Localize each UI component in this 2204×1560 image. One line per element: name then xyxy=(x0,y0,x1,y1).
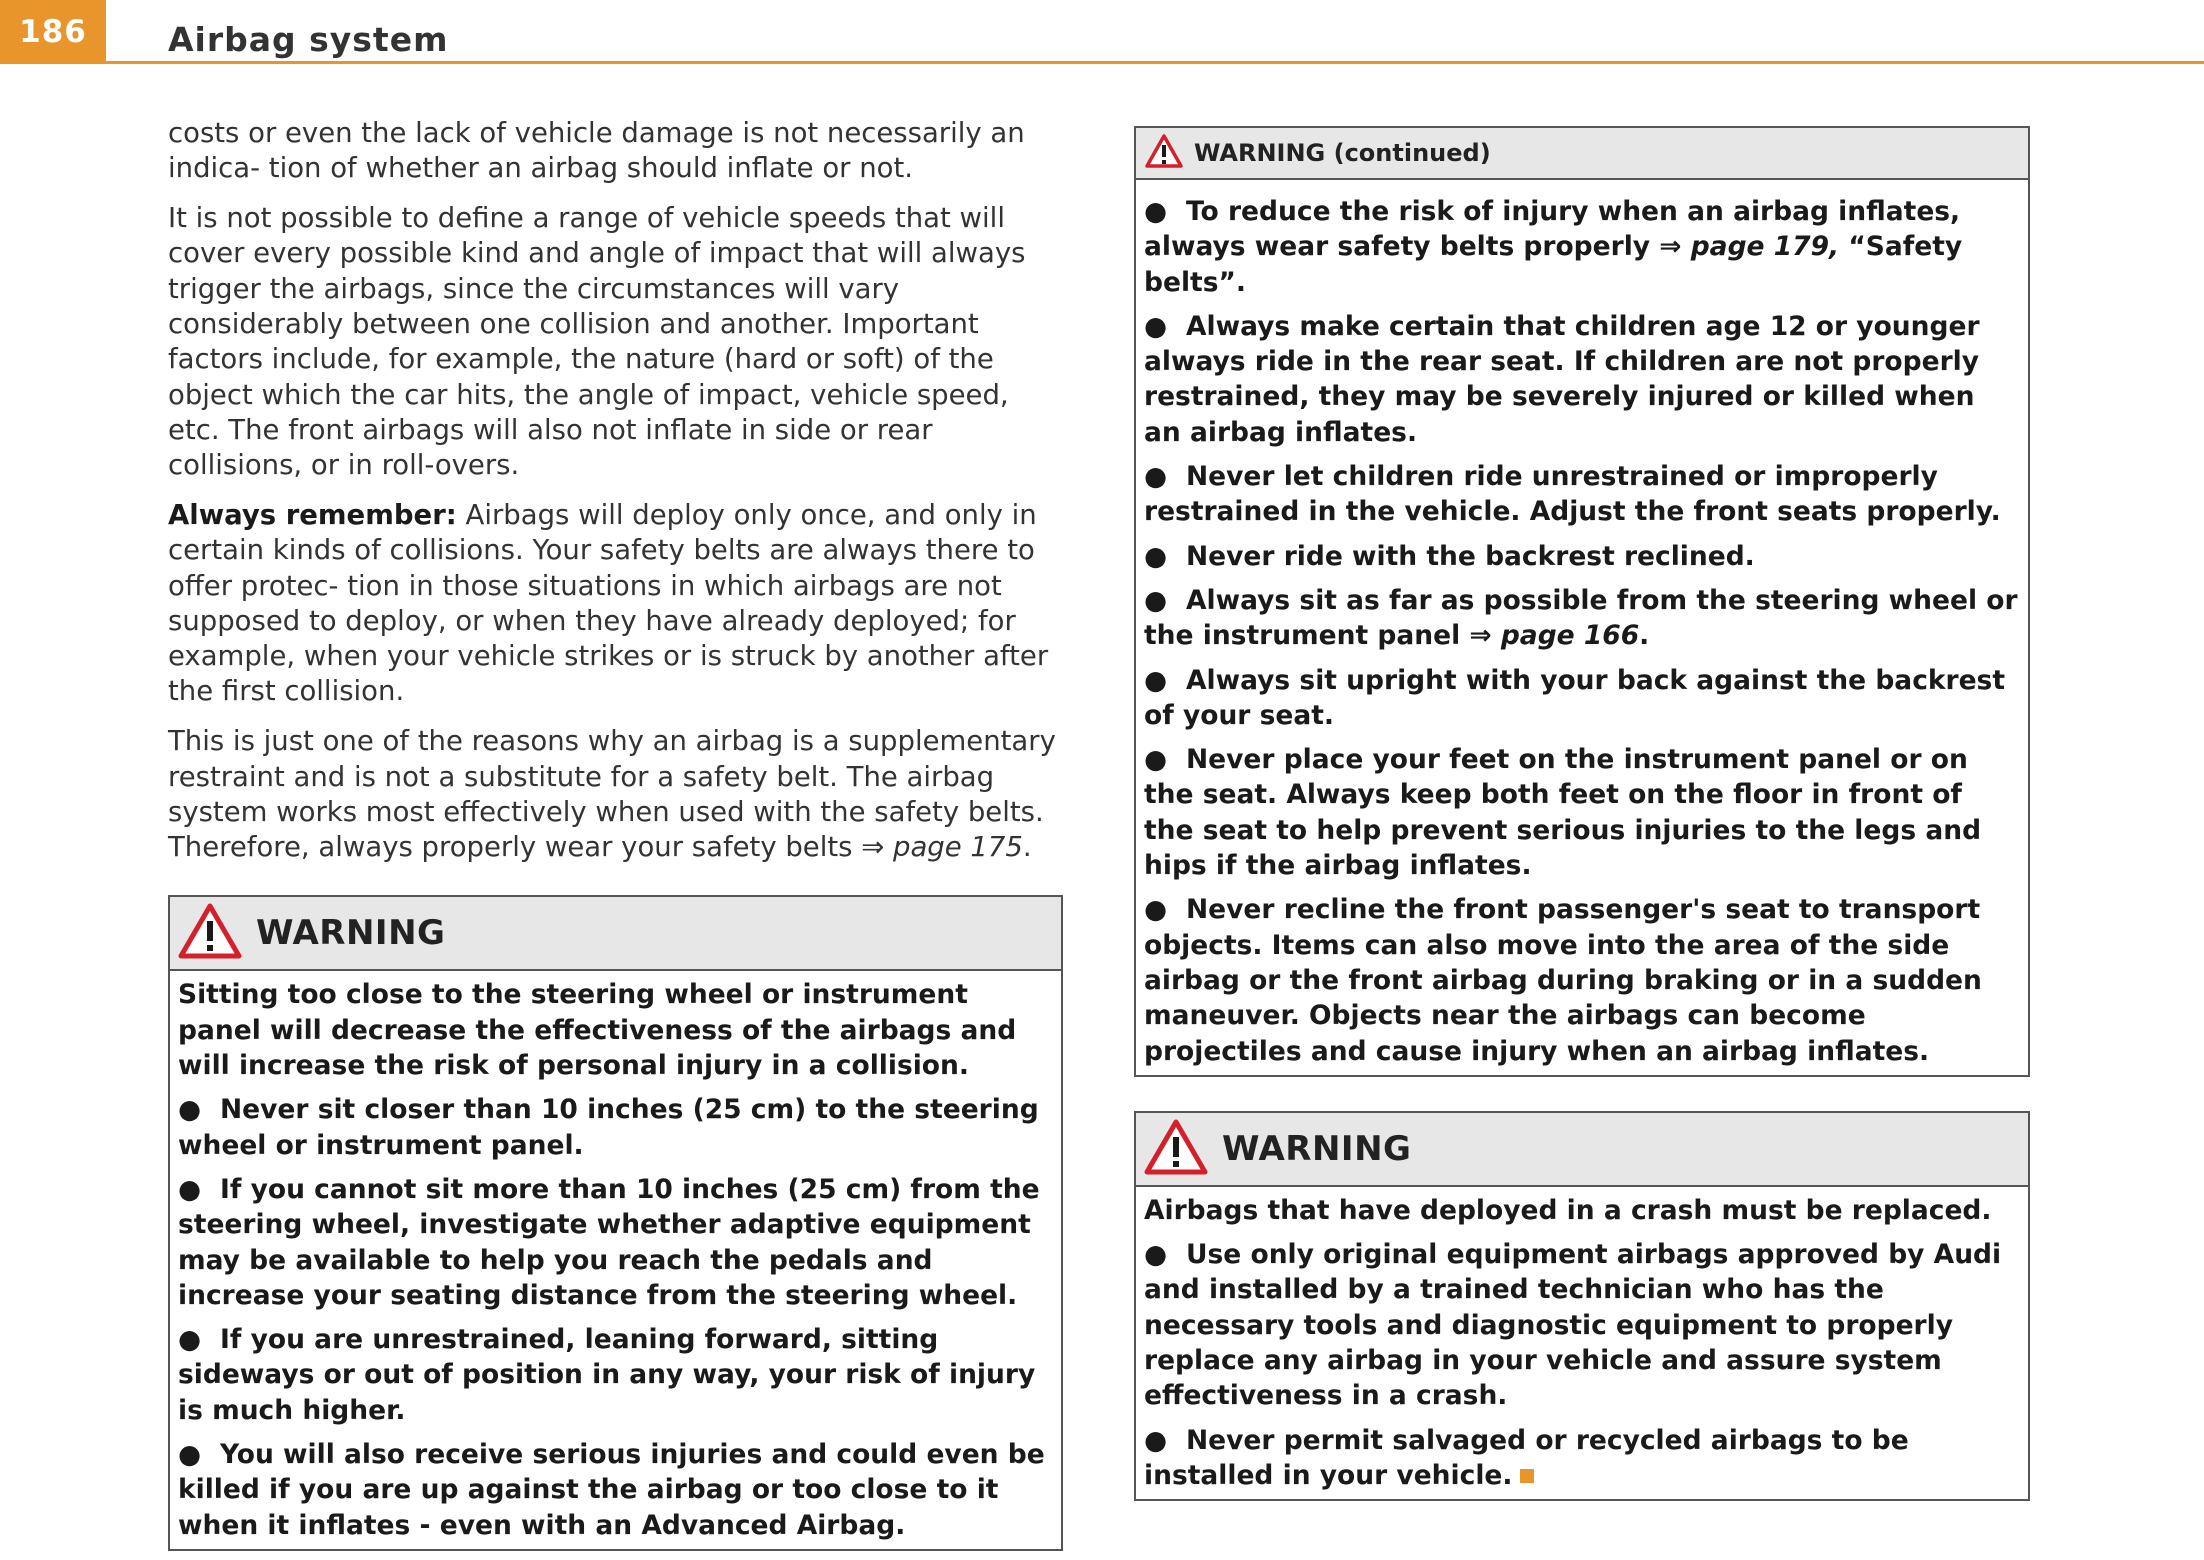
paragraph-1: costs or even the lack of vehicle damage is not necessarily an indica- tion of whether an airbag should inflate or not. xyxy=(168,117,1025,185)
always-remember-lead: Always remember: xyxy=(168,498,457,531)
page-175-link[interactable]: ⇒ page 175 xyxy=(861,831,1023,864)
header-divider xyxy=(106,61,2204,64)
warning-body xyxy=(170,971,1061,1548)
paragraph-4-end: . xyxy=(1022,831,1032,864)
warning-box-replace xyxy=(1134,1111,2030,1501)
bullet-icon: ● xyxy=(1144,744,1168,776)
paragraph-3 xyxy=(168,498,1063,710)
page-header xyxy=(0,0,2204,66)
warning-box-seating xyxy=(168,895,1063,1550)
bullet-icon: ● xyxy=(178,1324,202,1356)
paragraph-2: It is not possible to define a range of vehicle speeds that will cover every possible kind and angle of impact that will always trigger the airbags, since the circumstances will vary considerably between one collision and another. Important factors include, for example, the nature (hard or soft) of the object which the car hits, the angle of impact, vehicle speed, etc. The front airbags will also not inflate in side or rear collisions, or in roll-overs. xyxy=(168,202,1026,482)
bullet-icon: ● xyxy=(1144,196,1168,227)
section-title: Airbag system xyxy=(168,20,449,59)
warning-continued-body xyxy=(1136,180,2028,1075)
paragraph-3-text: Airbags will deploy only once, and only in certain kinds of collisions. Your safety belts are always there to offer protec- tion in those situations in which airbags are not supposed to deploy, or when they have already deployed; for example, when your vehicle strikes or is struck by another after the first collision. xyxy=(168,498,1049,708)
warning-continued-title: WARNING (continued) xyxy=(1194,139,1491,167)
bullet-icon: ● xyxy=(1144,540,1168,572)
warning-header xyxy=(170,897,1061,971)
warning-bullet xyxy=(178,1437,1053,1543)
warning-triangle-icon xyxy=(1144,133,1184,173)
bullet-text: Never let children ride unrestrained or improperly restrained in the vehicle. Adjust the front seats properly. xyxy=(1144,461,2001,528)
paragraph-4 xyxy=(168,724,1063,865)
warning-bullet xyxy=(178,1092,1053,1163)
warning-bullet xyxy=(1144,539,2020,574)
bullet-text: To reduce the risk of injury when an airbag inflates, always wear safety belts properly xyxy=(1144,196,1961,263)
warning-triangle-icon xyxy=(178,903,242,963)
warning-intro: Airbags that have deployed in a crash must be replaced. xyxy=(1144,1194,1992,1226)
bullet-text: Always sit as far as possible from the steering wheel or the instrument panel xyxy=(1144,584,2018,652)
warning-intro: Sitting too close to the steering wheel or instrument panel will decrease the effectiveness of the airbags and will increase the risk of personal injury in a collision. xyxy=(178,979,1017,1082)
left-column xyxy=(168,116,1063,1551)
warning-bullet xyxy=(1144,742,2020,883)
warning-title: WARNING xyxy=(1222,1128,1412,1169)
bullet-text-end: . xyxy=(1639,620,1650,652)
warning-bullet xyxy=(1144,1237,2020,1413)
bullet-text: Never ride with the backrest reclined. xyxy=(1186,540,1755,572)
end-of-section-icon xyxy=(1520,1469,1534,1483)
bullet-text: If you cannot sit more than 10 inches (25 cm) from the steering wheel, investigate whether adaptive equipment may be available to help you reach the pedals and increase your seating distance from the steering wheel. xyxy=(178,1173,1040,1311)
warning-title: WARNING xyxy=(256,913,446,954)
warning-bullet xyxy=(1144,459,2020,530)
bullet-text-end: “Safety belts”. xyxy=(1144,231,1963,298)
warning-triangle-icon xyxy=(1144,1119,1208,1179)
bullet-icon: ● xyxy=(178,1439,202,1470)
right-column xyxy=(1134,126,2030,1501)
warning-header xyxy=(1136,1113,2028,1187)
page-166-link[interactable]: ⇒ page 166 xyxy=(1469,620,1640,652)
bullet-text: If you are unrestrained, leaning forward, sitting sideways or out of position in any way, your risk of injury is much higher. xyxy=(178,1324,1036,1426)
bullet-text: Never sit closer than 10 inches (25 cm) to the steering wheel or instrument panel. xyxy=(178,1094,1039,1161)
bullet-text: Always make certain that children age 12 or younger always ride in the rear seat. If children are not properly restrained, they may be severely injured or killed when an airbag inflates. xyxy=(1144,310,1980,448)
warning-bullet xyxy=(178,1322,1053,1428)
page-number: 186 xyxy=(0,0,106,64)
warning-body xyxy=(1136,1187,2028,1499)
bullet-text: Never place your feet on the instrument panel or on the seat. Always keep both feet on the floor in front of the seat to help prevent serious injuries to the legs and hips if the airbag inflates. xyxy=(1144,744,1982,882)
bullet-icon: ● xyxy=(1144,664,1168,696)
paragraph-4-text: This is just one of the reasons why an airbag is a supplementary restraint and is not a substitute for a safety belt. The airbag system works most effectively when used with the safety belts. Therefore, always properly wear your safety belts xyxy=(168,725,1056,864)
warning-continued-header xyxy=(1136,128,2028,180)
bullet-text: Use only original equipment airbags approved by Audi and installed by a trained technician who has the necessary tools and diagnostic equipment to properly replace any airbag in your vehicle and assure system effectiveness in a crash. xyxy=(1144,1239,2002,1412)
bullet-icon: ● xyxy=(1144,1239,1168,1271)
bullet-text: Never permit salvaged or recycled airbags to be installed in your vehicle. xyxy=(1144,1424,1909,1491)
bullet-icon: ● xyxy=(178,1173,202,1205)
page-179-link[interactable]: ⇒ page 179, xyxy=(1659,231,1840,263)
warning-bullet xyxy=(1144,309,2020,450)
bullet-icon: ● xyxy=(1144,894,1168,926)
warning-bullet xyxy=(178,1172,1053,1313)
warning-bullet xyxy=(1144,583,2020,654)
warning-bullet xyxy=(1144,194,2020,300)
warning-bullet xyxy=(1144,1423,2020,1494)
warning-bullet xyxy=(1144,892,2020,1068)
bullet-icon: ● xyxy=(1144,461,1168,493)
warning-bullet xyxy=(1144,663,2020,734)
bullet-icon: ● xyxy=(1144,310,1168,342)
bullet-text: You will also receive serious injuries and could even be killed if you are up against the airbag or too close to it when it inflates - even with an Advanced Airbag. xyxy=(178,1439,1045,1541)
bullet-icon: ● xyxy=(178,1094,202,1126)
warning-box-continued xyxy=(1134,126,2030,1077)
bullet-text: Never recline the front passenger's seat to transport objects. Items can also move into the area of the side airbag or the front airbag during braking or in a sudden maneuver. Objects near the airbags can become projectiles and cause injury when an airbag inflates. xyxy=(1144,894,1982,1067)
bullet-icon: ● xyxy=(1144,584,1168,616)
bullet-icon: ● xyxy=(1144,1424,1168,1456)
bullet-text: Always sit upright with your back against the backrest of your seat. xyxy=(1144,664,2006,731)
